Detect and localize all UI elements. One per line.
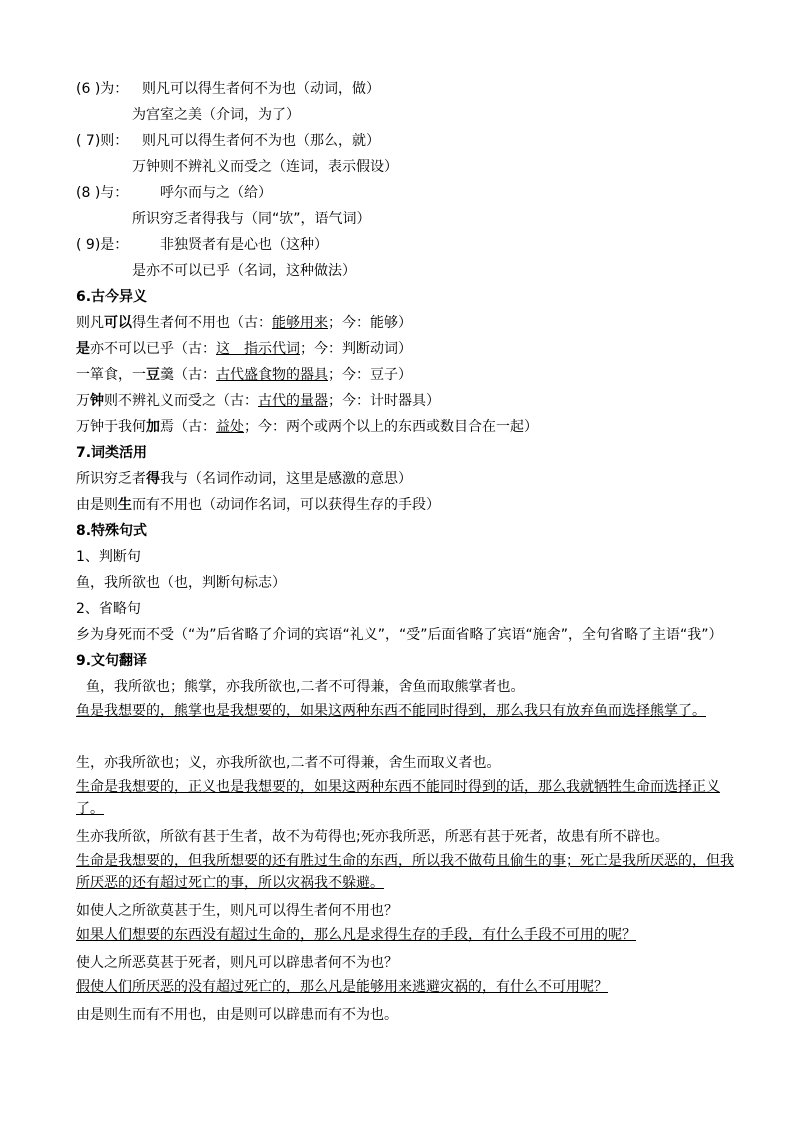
- word-item-yu-example: 所识穷乏者得我与（同“欤”，语气词）: [132, 211, 371, 227]
- ancient-modern-row: 万钟于我何加焉（古：益处；今：两个或两个以上的东西或数目合在一起）: [76, 419, 538, 435]
- ancient-modern-row: 万钟则不辨礼义而受之（古：古代的量器；今：计时器具）: [76, 393, 440, 409]
- translation-list: [76, 674, 736, 1028]
- section-heading-ancient-modern: 6.古今异义: [76, 289, 148, 305]
- source-sentence: 生，亦我所欲也；义，亦我所欲也,二者不可得兼，舍生而取义者也。: [76, 755, 501, 771]
- subheading-judgment-sentence: 1、判断句: [76, 549, 141, 565]
- word-item-ze-example: 万钟则不辨礼义而受之（连词，表示假设）: [132, 159, 398, 175]
- source-sentence: 由是则生而有不用也，由是则可以辟患而有不为也。: [76, 1007, 398, 1023]
- subheading-omission-sentence: 2、省略句: [76, 601, 141, 617]
- ancient-modern-list: [76, 310, 736, 440]
- ancient-modern-row: 则凡可以得生者何不用也（古：能够用来；今：能够）: [76, 315, 412, 331]
- translation-sentence: 生命是我想要的，但我所想要的还有胜过生命的东西，所以我不做苟且偷生的事；死亡是我所厌恶的，但我所厌恶的还有超过死亡的事，所以灾祸我不躲避。: [76, 853, 734, 891]
- word-item-shi-example: 是亦不可以已乎（名词，这种做法）: [132, 263, 356, 279]
- word-meaning-list: [76, 76, 736, 284]
- translation-sentence: 生命是我想要的，正义也是我想要的，如果这两种东西不能同时得到的话，那么我就牺牲生命而选择正义了。: [76, 779, 720, 817]
- word-item-wei-example: 为宫室之美（介词，为了）: [132, 107, 300, 123]
- source-sentence: 生亦我所欲，所欲有甚于生者，故不为苟得也;死亦我所恶，所恶有甚于死者，故患有所不辟也。: [76, 829, 669, 845]
- word-class-list: [76, 466, 736, 518]
- word-class-row: 由是则生而有不用也（动词作名词，可以获得生存的手段）: [76, 497, 440, 513]
- source-sentence: 使人之所恶莫甚于死者，则凡可以辟患者何不为也？: [76, 955, 398, 971]
- word-item-ze: ( 7)则： 则凡可以得生者何不为也（那么，就）: [76, 133, 380, 149]
- source-sentence: 鱼，我所欲也；熊掌，亦我所欲也,二者不可得兼，舍鱼而取熊掌者也。: [86, 679, 525, 695]
- translation-sentence: 如果人们想要的东西没有超过生命的，那么凡是求得生存的手段，有什么手段不可用的呢？: [76, 927, 636, 943]
- ancient-modern-row: 一箪食，一豆羹（古：古代盛食物的器具；今：豆子）: [76, 367, 412, 383]
- omission-sentence-example: 乡为身死而不受（“为”后省略了介词的宾语“礼义”，“受”后面省略了宾语“施舍”，全句省略了主语“我”）: [76, 627, 723, 643]
- section-heading-special-sentences: 8.特殊句式: [76, 523, 148, 539]
- ancient-modern-row: 是亦不可以已乎（古：这 指示代词；今：判断动词）: [76, 341, 412, 357]
- word-item-wei: (6 )为： 则凡可以得生者何不为也（动词，做）: [76, 81, 380, 97]
- section-heading-translation: 9.文句翻译: [76, 653, 148, 669]
- section-heading-word-class: 7.词类活用: [76, 445, 148, 461]
- judgment-sentence-example: 鱼，我所欲也（也，判断句标志）: [76, 575, 286, 591]
- word-item-shi: ( 9)是： 非独贤者有是心也（这种）: [76, 237, 328, 253]
- document-page: [76, 76, 736, 1028]
- word-class-row: 所识穷乏者得我与（名词作动词，这里是感激的意思）: [76, 471, 412, 487]
- word-item-yu: (8 )与： 呼尔而与之（给）: [76, 185, 272, 201]
- blank-gap: [76, 726, 736, 750]
- translation-sentence: 假使人们所厌恶的没有超过死亡的，那么凡是能够用来逃避灾祸的，有什么不可用呢？: [76, 979, 608, 995]
- source-sentence: 如使人之所欲莫甚于生，则凡可以得生者何不用也？: [76, 903, 398, 919]
- translation-sentence: 鱼是我想要的，熊掌也是我想要的，如果这两种东西不能同时得到，那么我只有放弃鱼而选择熊掌了。: [76, 703, 706, 719]
